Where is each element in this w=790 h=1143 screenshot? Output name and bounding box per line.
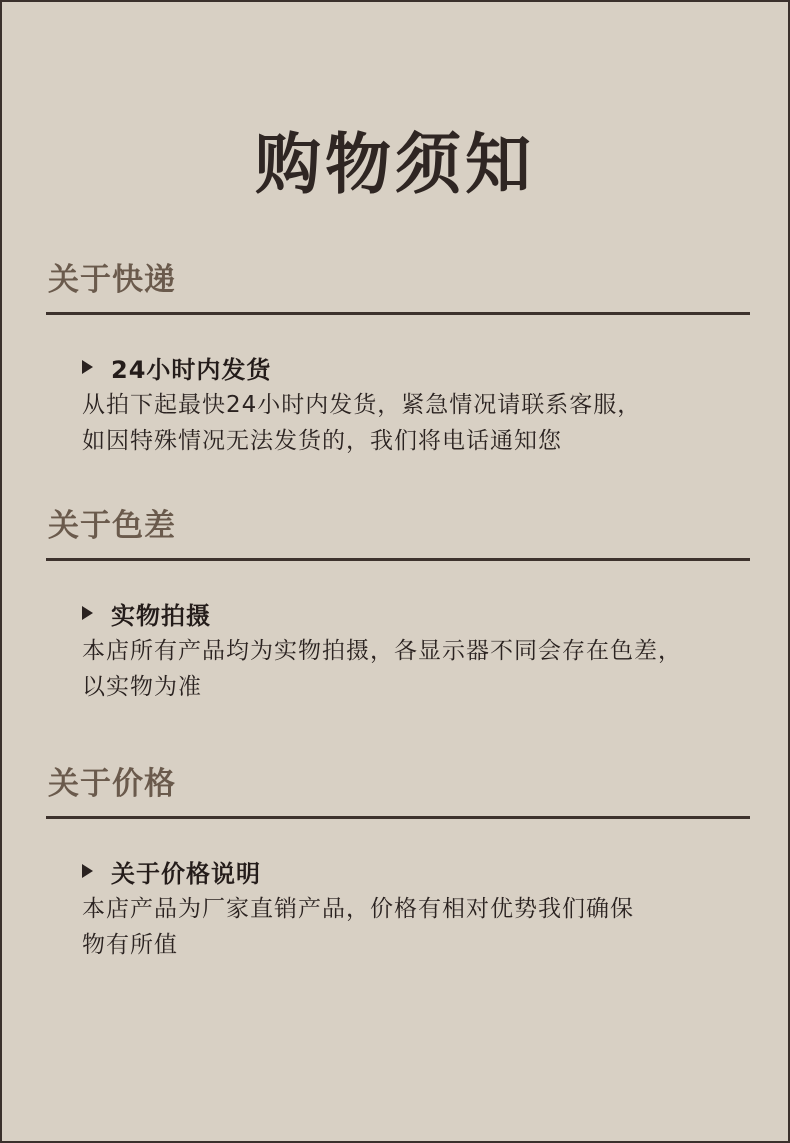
section-divider <box>46 816 750 819</box>
item-head <box>82 855 750 887</box>
item-line: 以实物为准 <box>82 674 202 700</box>
section-price <box>46 764 750 963</box>
section-divider <box>46 312 750 315</box>
item-line: 如因特殊情况无法发货的，我们将电话通知您 <box>82 428 562 454</box>
info-item-delivery <box>46 351 750 459</box>
arrow-right-icon <box>82 360 93 374</box>
item-title-delivery: 24小时内发货 <box>111 355 272 384</box>
item-line: 本店所有产品均为实物拍摄，各显示器不同会存在色差， <box>82 638 682 664</box>
item-line: 本店产品为厂家直销产品，价格有相对优势我们确保 <box>82 896 634 922</box>
item-line: 物有所值 <box>82 932 178 958</box>
section-heading-price: 关于价格 <box>48 766 176 802</box>
info-item-color-difference <box>46 597 750 705</box>
section-divider <box>46 558 750 561</box>
item-body-price <box>82 891 750 963</box>
item-body-delivery <box>82 387 750 459</box>
section-delivery <box>46 260 750 459</box>
arrow-right-icon <box>82 864 93 878</box>
item-head <box>82 597 750 629</box>
arrow-right-icon <box>82 606 93 620</box>
section-heading-delivery: 关于快递 <box>48 262 176 298</box>
section-heading-color-difference: 关于色差 <box>48 508 176 544</box>
item-body-color-difference <box>82 633 750 705</box>
page-title: 购物须知 <box>255 126 535 203</box>
item-title-color-difference: 实物拍摄 <box>111 601 211 630</box>
item-title-price: 关于价格说明 <box>111 859 261 888</box>
item-head <box>82 351 750 383</box>
item-line: 从拍下起最快24小时内发货，紧急情况请联系客服， <box>82 392 642 418</box>
info-item-price <box>46 855 750 963</box>
section-color-difference <box>46 506 750 705</box>
